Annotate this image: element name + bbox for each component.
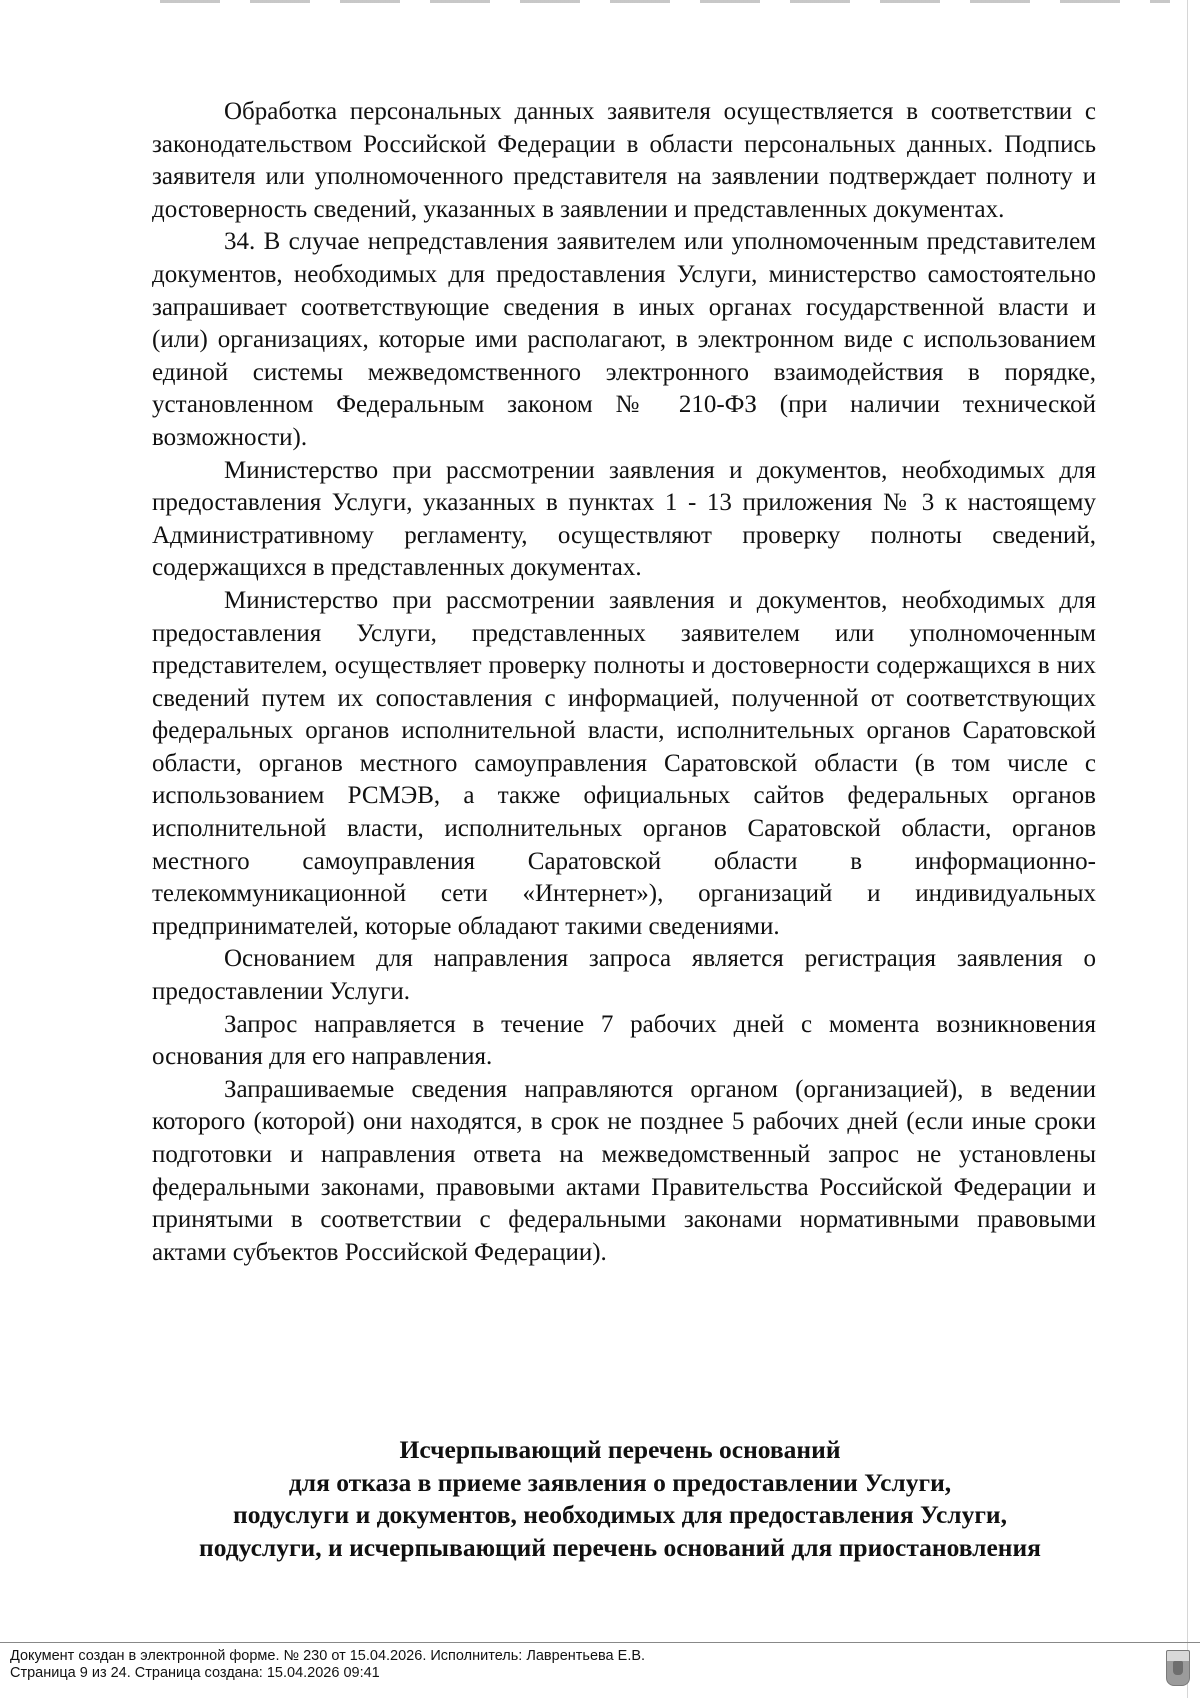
document-body xyxy=(152,96,1096,1269)
footer-line-2: Страница 9 из 24. Страница создана: 15.04.2026 09:41 xyxy=(10,1665,380,1681)
footer-line-1: Документ создан в электронной форме. № 230 от 15.04.2026. Исполнитель: Лаврентьева Е.В. xyxy=(10,1648,646,1664)
heading-line: Исчерпывающий перечень оснований xyxy=(399,1435,841,1464)
scan-artifact-top xyxy=(160,0,1170,3)
heading-line: для отказа в приеме заявления о предоставлении Услуги, xyxy=(288,1467,952,1497)
paragraph: 34. В случае непредставления заявителем или уполномоченным представителем документов, необходимых для предоставления Услуги, министерство самостоятельно запрашивает соответствующие сведения в иных органах государственной власти и (или) организациях, которые ими располагают, в электронном виде с использованием единой системы межведомственного электронного взаимодействия в порядке, установленном Федеральным законом № 210-ФЗ (при наличии технической возможности). xyxy=(152,228,1096,451)
paragraph: Основанием для направления запроса является регистрация заявления о предоставлении Услуги. xyxy=(152,945,1096,1006)
paragraph: Запрос направляется в течение 7 рабочих дней с момента возникновения основания для его направления. xyxy=(152,1010,1096,1071)
document-footer xyxy=(10,1648,645,1682)
section-heading xyxy=(140,1434,1100,1564)
heading-line: подуслуги и документов, необходимых для предоставления Услуги, xyxy=(233,1500,1007,1529)
paragraph: Министерство при рассмотрении заявления и документов, необходимых для предоставления Услуги, указанных в пунктах 1 - 13 приложения № 3 к настоящему Административному регламенту, осуществляют проверку полноты сведений, содержащихся в представленных документах. xyxy=(152,456,1096,582)
page-edge xyxy=(1187,0,1188,1698)
coat-of-arms-icon xyxy=(1166,1650,1190,1686)
paragraph: Обработка персональных данных заявителя осуществляется в соответствии с законодательством Российской Федерации в области персональных данных. Подпись заявителя или уполномоченного представителя на заявлении подтверждает полноту и достоверность сведений, указанных в заявлении и представленных документах. xyxy=(152,98,1096,223)
heading-line: подуслуги, и исчерпывающий перечень оснований для приостановления xyxy=(199,1532,1041,1562)
paragraph: Запрашиваемые сведения направляются органом (организацией), в ведении которого (которой) они находятся, в срок не позднее 5 рабочих дней (если иные сроки подготовки и направления ответа на межведомственный запрос не установлены федеральными законами, правовыми актами Правительства Российской Федерации и принятыми в соответствии с федеральными законами нормативными правовыми актами субъектов Российской Федерации). xyxy=(152,1075,1096,1266)
paragraph: Министерство при рассмотрении заявления и документов, необходимых для предоставления Услуги, представленных заявителем или уполномоченным представителем, осуществляет проверку полноты и достоверности содержащихся в них сведений путем их сопоставления с информацией, полученной от соответствующих федеральных органов исполнительной власти, исполнительных органов Саратовской области, органов местного самоуправления Саратовской области (в том числе с использованием РСМЭВ, а также официальных сайтов федеральных органов исполнительной власти, исполнительных органов Саратовской области, органов местного самоуправления Саратовской области в информационно-телекоммуникационной сети «Интернет»), организаций и индивидуальных предпринимателей, которые обладают такими сведениями. xyxy=(152,586,1096,940)
footer-divider xyxy=(0,1642,1200,1643)
